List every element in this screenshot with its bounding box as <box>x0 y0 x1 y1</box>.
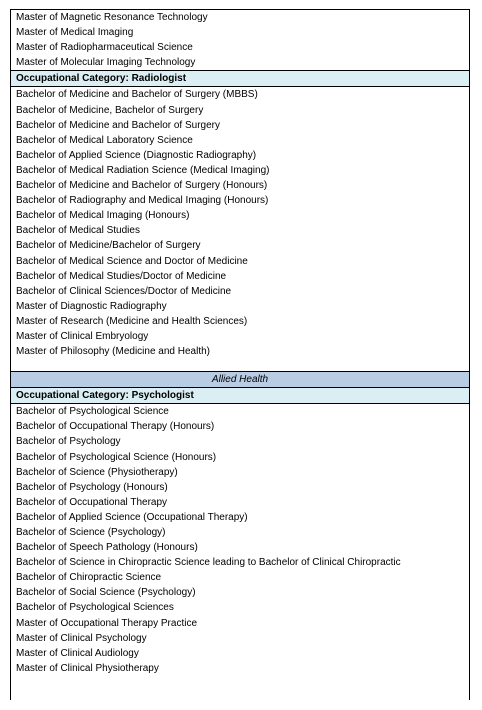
list-item: Bachelor of Medical Radiation Science (Medical Imaging) <box>16 164 270 176</box>
list-item: Bachelor of Social Science (Psychology) <box>16 587 196 599</box>
list-item: Master of Diagnostic Radiography <box>16 300 167 312</box>
section-header-allied-health: Allied Health <box>11 372 469 388</box>
list-item: Bachelor of Medicine, Bachelor of Surgery <box>16 104 204 116</box>
list-item: Bachelor of Medicine and Bachelor of Surgery <box>16 119 221 131</box>
list-item: Bachelor of Psychological Science <box>16 406 169 418</box>
list-item: Bachelor of Radiography and Medical Imaging (Honours) <box>16 195 269 207</box>
list-item: Master of Clinical Embryology <box>16 330 149 342</box>
allied-health-block <box>11 371 469 686</box>
list-item: Master of Molecular Imaging Technology <box>16 57 196 69</box>
list-item: Master of Philosophy (Medicine and Health) <box>16 346 210 358</box>
category-header-psychologist: Occupational Category: Psychologist <box>11 388 469 404</box>
list-item: Bachelor of Occupational Therapy <box>16 496 168 508</box>
list-item: Bachelor of Medicine/Bachelor of Surgery <box>16 240 201 252</box>
psychologist-list <box>11 404 469 676</box>
list-item: Master of Research (Medicine and Health Sciences) <box>16 315 248 327</box>
list-item: Bachelor of Psychology (Honours) <box>16 481 168 493</box>
list-item: Bachelor of Medical Laboratory Science <box>16 134 193 146</box>
list-item: Bachelor of Speech Pathology (Honours) <box>16 542 198 554</box>
list-item: Bachelor of Medical Imaging (Honours) <box>16 210 190 222</box>
list-item: Bachelor of Occupational Therapy (Honours) <box>16 421 215 433</box>
top-list-block <box>11 9 469 70</box>
top-list <box>11 10 469 70</box>
radiologist-list <box>11 87 469 359</box>
list-item: Master of Clinical Physiotherapy <box>16 662 159 674</box>
list-item: Master of Magnetic Resonance Technology <box>16 12 208 23</box>
list-item: Bachelor of Medical Studies <box>16 225 140 237</box>
qualifications-table <box>10 9 470 700</box>
list-item: Bachelor of Medicine and Bachelor of Surgery (Honours) <box>16 180 268 192</box>
list-item: Bachelor of Chiropractic Science <box>16 572 162 584</box>
list-item: Master of Clinical Audiology <box>16 647 139 659</box>
list-item: Master of Occupational Therapy Practice <box>16 617 198 629</box>
list-item: Bachelor of Applied Science (Diagnostic Radiography) <box>16 149 257 161</box>
list-item: Bachelor of Medical Studies/Doctor of Medicine <box>16 270 227 282</box>
list-item: Bachelor of Science (Psychology) <box>16 527 166 538</box>
list-item: Bachelor of Applied Science (Occupational Therapy) <box>16 511 248 523</box>
radiologist-block <box>11 70 469 371</box>
list-item: Bachelor of Science (Physiotherapy) <box>16 466 178 478</box>
list-item: Bachelor of Medical Science and Doctor of Medicine <box>16 255 248 267</box>
list-item: Master of Clinical Psychology <box>16 632 147 644</box>
list-item: Bachelor of Psychological Sciences <box>16 602 174 614</box>
list-item: Master of Medical Imaging <box>16 27 134 39</box>
list-item: Bachelor of Psychological Science (Honours) <box>16 451 217 463</box>
list-item: Bachelor of Science in Chiropractic Science leading to Bachelor of Clinical Chiropractic <box>16 557 401 569</box>
list-item: Bachelor of Psychology <box>16 436 121 448</box>
category-header-radiologist: Occupational Category: Radiologist <box>11 71 469 87</box>
spacer <box>11 359 469 371</box>
list-item: Bachelor of Clinical Sciences/Doctor of Medicine <box>16 285 232 297</box>
list-item: Master of Radiopharmaceutical Science <box>16 42 193 54</box>
list-item: Bachelor of Medicine and Bachelor of Surgery (MBBS) <box>16 89 258 101</box>
spacer <box>11 676 469 686</box>
